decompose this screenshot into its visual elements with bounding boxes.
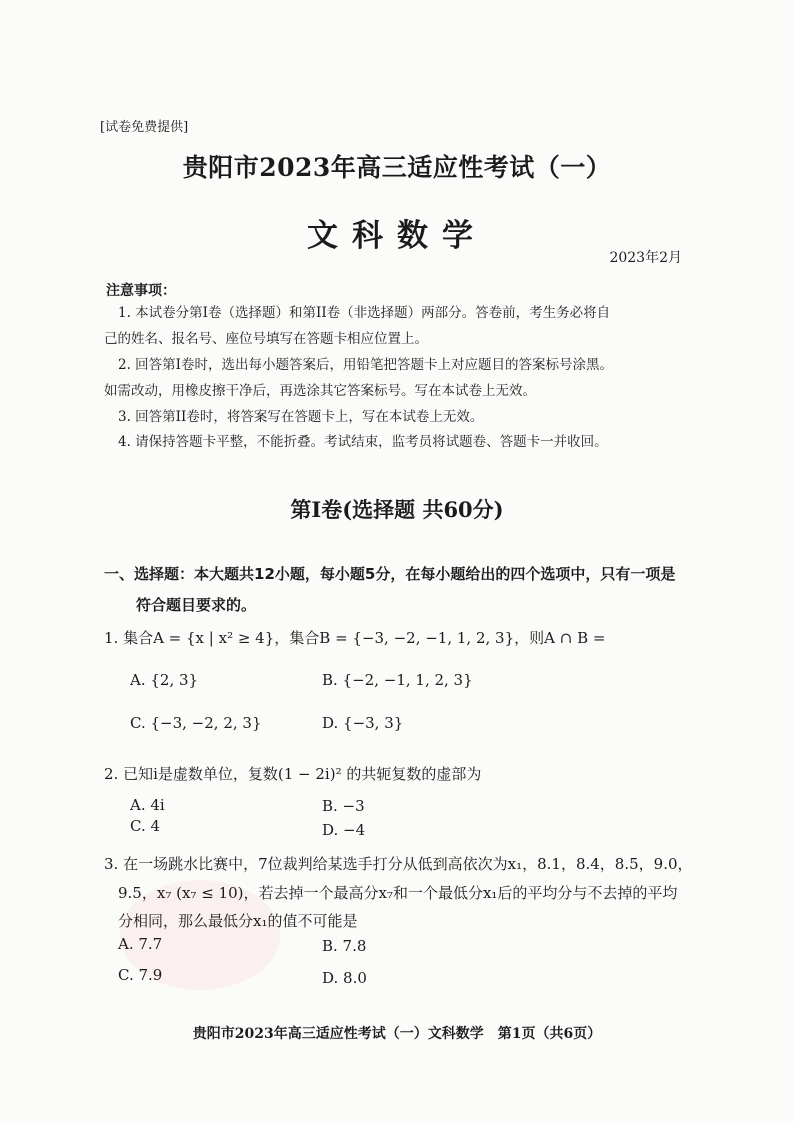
notice-line: 己的姓名、报名号、座位号填写在答题卡相应位置上。 — [104, 331, 428, 347]
q2-option-d: D. −4 — [322, 821, 366, 839]
notice-line: 3. 回答第II卷时，将答案写在答题卡上，写在本试卷上无效。 — [118, 409, 484, 425]
question-3-stem-line: 3. 在一场跳水比赛中，7位裁判给某选手打分从低到高依次为x₁，8.1，8.4，8.5，9.0， — [104, 855, 693, 873]
part1-title: 第I卷(选择题 共60分) — [290, 497, 504, 522]
question-1-stem: 1. 集合A = {x | x² ≥ 4}，集合B = {−3, −2, −1, 1, 2, 3}，则A ∩ B = — [104, 629, 606, 647]
q2-option-a: A. 4i — [130, 796, 165, 814]
q3-option-b: B. 7.8 — [322, 937, 367, 955]
subject-title: 文科数学 — [307, 218, 487, 254]
question-3-stem-line: 分相同，那么最低分x₁的值不可能是 — [118, 912, 358, 930]
q3-option-a: A. 7.7 — [118, 935, 163, 953]
notice-line: 2. 回答第I卷时，选出每小题答案后，用铅笔把答题卡上对应题目的答案标号涂黑。 — [118, 357, 614, 373]
q3-option-d: D. 8.0 — [322, 969, 367, 987]
notice-line: 4. 请保持答题卡平整，不能折叠。考试结束，监考员将试题卷、答题卡一并收回。 — [118, 434, 608, 450]
page-footer: 贵阳市2023年高三适应性考试（一）文科数学 第1页（共6页） — [192, 1026, 602, 1042]
q2-option-b: B. −3 — [322, 797, 365, 815]
section1-title: 一、选择题：本大题共12小题，每小题5分，在每小题给出的四个选项中，只有一项是 — [104, 565, 676, 583]
notice-heading: 注意事项： — [106, 283, 176, 299]
q1-option-b: B. {−2, −1, 1, 2, 3} — [322, 671, 473, 689]
q1-option-c: C. {−3, −2, 2, 3} — [130, 714, 262, 732]
q1-option-a: A. {2, 3} — [130, 671, 199, 689]
notice-line: 如需改动，用橡皮擦干净后，再选涂其它答案标号。写在本试卷上无效。 — [104, 383, 536, 399]
notice-line: 1. 本试卷分第I卷（选择题）和第II卷（非选择题）两部分。答卷前，考生务必将自 — [118, 305, 611, 321]
exam-title: 贵阳市2023年高三适应性考试（一） — [182, 153, 612, 182]
exam-date: 2023年2月 — [609, 250, 682, 266]
question-3-stem-line: 9.5，x₇ (x₇ ≤ 10)，若去掉一个最高分x₇和一个最低分x₁后的平均分与不去掉的平均 — [118, 884, 678, 902]
free-tag: [试卷免费提供] — [100, 120, 189, 135]
question-2-stem: 2. 已知i是虚数单位，复数(1 − 2i)² 的共轭复数的虚部为 — [104, 765, 482, 783]
q3-option-c: C. 7.9 — [118, 966, 163, 984]
q1-option-d: D. {−3, 3} — [322, 714, 404, 732]
section1-title-cont: 符合题目要求的。 — [136, 596, 257, 614]
q2-option-c: C. 4 — [130, 817, 161, 835]
